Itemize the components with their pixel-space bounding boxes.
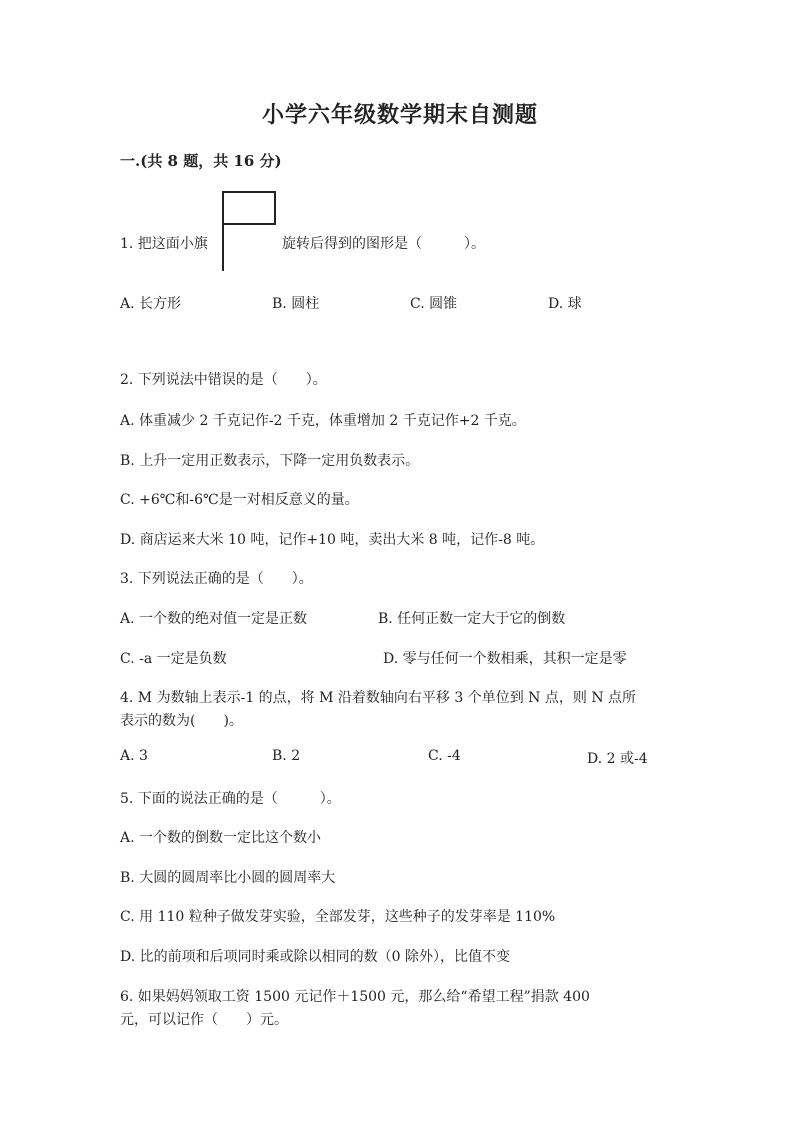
question-2-option-b[interactable]: B. 上升一定用正数表示，下降一定用负数表示。 — [120, 453, 420, 469]
question-1-stem-pre: 1. 把这面小旗 — [120, 236, 208, 252]
question-3-option-c[interactable]: C. -a 一定是负数 — [120, 651, 227, 667]
question-3-option-b[interactable]: B. 任何正数一定大于它的倒数 — [378, 611, 566, 627]
question-4-option-b[interactable]: B. 2 — [272, 748, 301, 764]
section-heading: 一.(共 8 题，共 16 分) — [120, 152, 282, 170]
page-title: 小学六年级数学期末自测题 — [261, 102, 538, 128]
question-5-option-b[interactable]: B. 大圆的圆周率比小圆的圆周率大 — [120, 870, 336, 886]
question-1-option-b[interactable]: B. 圆柱 — [272, 296, 320, 312]
question-1-option-d[interactable]: D. 球 — [548, 296, 582, 312]
question-6-stem-line2: 元，可以记作（ ）元。 — [120, 1012, 288, 1028]
question-1-option-a[interactable]: A. 长方形 — [120, 296, 182, 312]
question-5-option-c[interactable]: C. 用 110 粒种子做发芽实验，全部发芽，这些种子的发芽率是 110% — [120, 909, 556, 925]
question-2-stem: 2. 下列说法中错误的是（ ）。 — [120, 372, 327, 388]
question-1-stem-post: 旋转后得到的图形是（ ）。 — [282, 236, 485, 252]
question-2-option-c[interactable]: C. +6℃和-6℃是一对相反意义的量。 — [120, 492, 359, 508]
question-4-stem-line2: 表示的数为( )。 — [120, 713, 243, 729]
question-6-stem-line1: 6. 如果妈妈领取工资 1500 元记作＋1500 元，那么给“希望工程”捐款 400 — [120, 989, 590, 1005]
question-4-option-c[interactable]: C. -4 — [428, 748, 461, 764]
question-3-option-a[interactable]: A. 一个数的绝对值一定是正数 — [120, 611, 308, 627]
question-2-option-d[interactable]: D. 商店运来大米 10 吨，记作+10 吨，卖出大米 8 吨，记作-8 吨。 — [120, 532, 545, 548]
question-5-option-a[interactable]: A. 一个数的倒数一定比这个数小 — [120, 830, 322, 846]
question-1-option-c[interactable]: C. 圆锥 — [410, 296, 458, 312]
question-4-option-a[interactable]: A. 3 — [120, 748, 148, 764]
flag-cloth — [222, 191, 276, 225]
question-5-stem: 5. 下面的说法正确的是（ ）。 — [120, 791, 341, 807]
question-4-option-d[interactable]: D. 2 或-4 — [587, 751, 648, 767]
question-3-stem: 3. 下列说法正确的是（ ）。 — [120, 571, 313, 587]
question-5-option-d[interactable]: D. 比的前项和后项同时乘或除以相同的数（0 除外），比值不变 — [120, 949, 510, 965]
question-2-option-a[interactable]: A. 体重减少 2 千克记作-2 千克，体重增加 2 千克记作+2 千克。 — [120, 413, 526, 429]
question-4-stem-line1: 4. M 为数轴上表示-1 的点，将 M 沿着数轴向右平移 3 个单位到 N 点，则 N 点所 — [120, 690, 637, 706]
question-3-option-d[interactable]: D. 零与任何一个数相乘，其积一定是零 — [383, 651, 627, 667]
